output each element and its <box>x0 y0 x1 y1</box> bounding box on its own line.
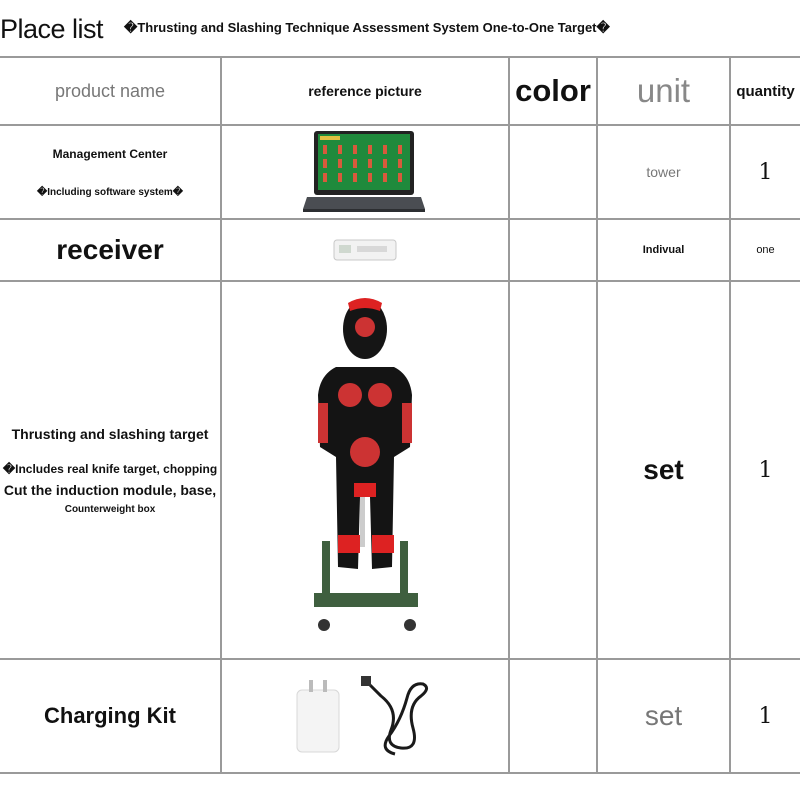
picture-cell <box>221 281 509 659</box>
table-row <box>0 281 800 659</box>
product-note-line: �Including software system� <box>36 186 184 198</box>
page-title: Place list <box>0 14 104 44</box>
quantity-cell: 1 <box>730 281 800 659</box>
picture-cell <box>221 125 509 219</box>
quantity-cell: 1 <box>730 659 800 773</box>
page-subtitle: �Thrusting and Slashing Technique Assessment System One-to-One Target� <box>124 20 610 35</box>
product-note-line: Counterweight box <box>64 503 156 515</box>
product-name-line: Management Center <box>52 146 168 161</box>
training-dummy-image <box>300 297 430 643</box>
receiver-device-image <box>333 237 397 263</box>
header-color: color <box>509 57 597 125</box>
place-list-table <box>0 56 800 774</box>
table-row <box>0 125 800 219</box>
laptop-image <box>303 129 427 215</box>
product-name-cell <box>0 125 221 219</box>
color-cell <box>509 659 597 773</box>
picture-cell <box>221 219 509 281</box>
unit-cell: set <box>597 659 730 773</box>
unit-cell: Indivual <box>597 219 730 281</box>
unit-cell: set <box>597 281 730 659</box>
table-header-row <box>0 57 800 125</box>
product-note-line: �Includes real knife target, chopping <box>2 461 218 476</box>
table-row <box>0 219 800 281</box>
product-note-line: Cut the induction module, base, <box>3 481 217 498</box>
unit-cell: tower <box>597 125 730 219</box>
product-name-cell: Charging Kit <box>0 659 221 773</box>
color-cell <box>509 125 597 219</box>
charger-and-cable-image <box>295 674 435 758</box>
product-name-cell: receiver <box>0 219 221 281</box>
color-cell <box>509 281 597 659</box>
product-name-line: Thrusting and slashing target <box>11 425 209 442</box>
table-row <box>0 659 800 773</box>
header-product-name: product name <box>0 57 221 125</box>
picture-cell <box>221 659 509 773</box>
header-unit: unit <box>597 57 730 125</box>
header-reference-picture: reference picture <box>221 57 509 125</box>
quantity-cell: one <box>730 219 800 281</box>
quantity-cell: 1 <box>730 125 800 219</box>
color-cell <box>509 219 597 281</box>
header-quantity: quantity <box>730 57 800 125</box>
product-name-cell <box>0 281 221 659</box>
